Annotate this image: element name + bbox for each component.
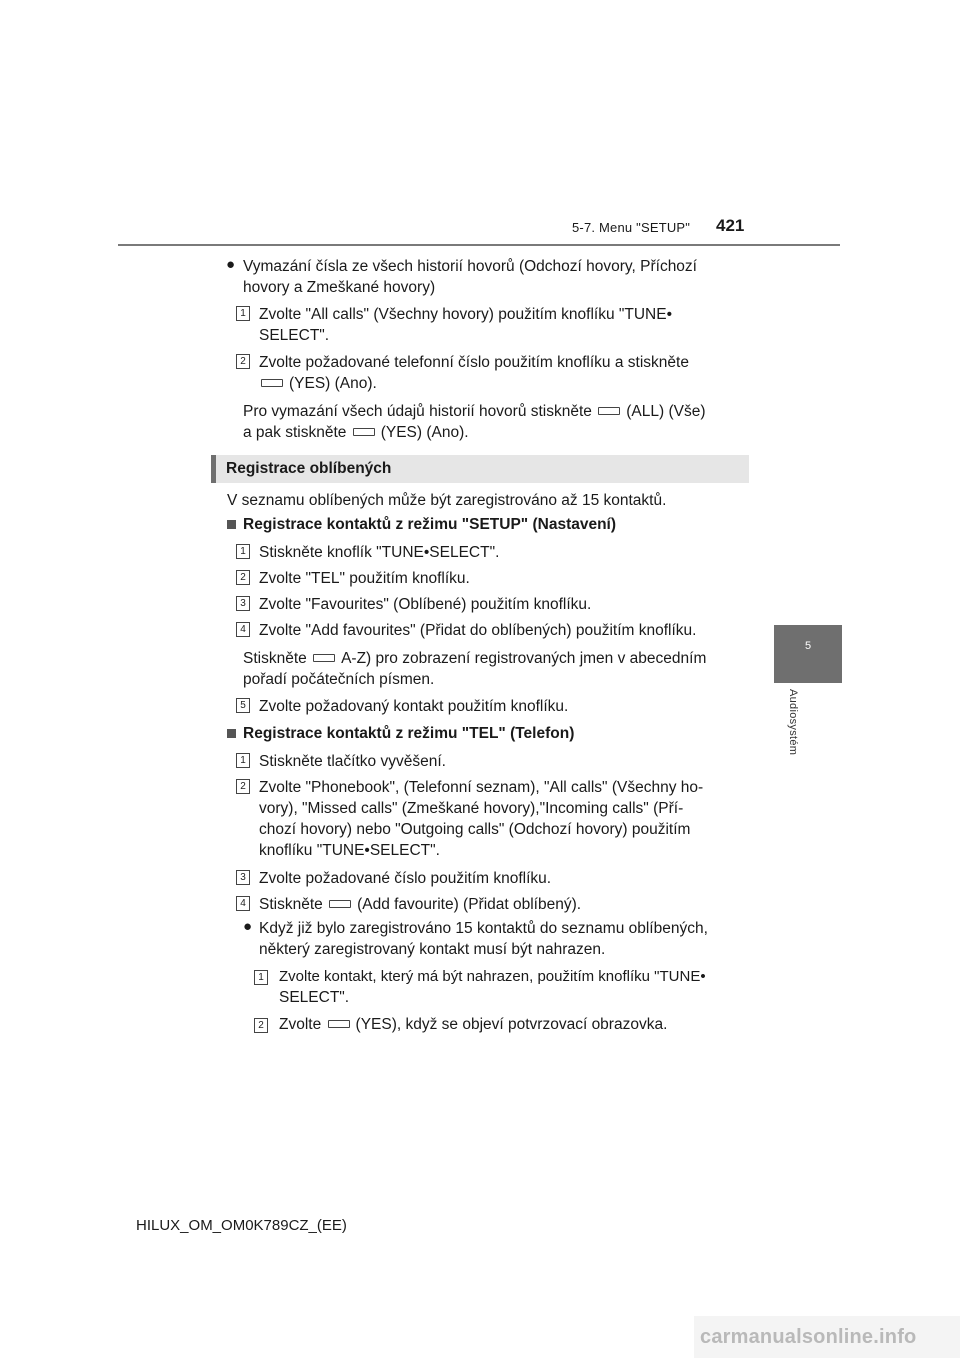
step-number: 2: [236, 779, 250, 794]
tel-step-2-line-4: knoflíku "TUNE•SELECT".: [259, 842, 440, 859]
setup-mode-heading: Registrace kontaktů z režimu "SETUP" (Nastavení): [243, 516, 617, 533]
page-number: 421: [716, 216, 745, 235]
square-bullet-icon: [227, 520, 236, 529]
setup-step-4: Zvolte "Add favourites" (Přidat do oblíbených) použitím knoflíku.: [259, 622, 697, 639]
setup-note-line-1: Stiskněte A-Z) pro zobrazení registrovaných jmen v abecedním: [243, 650, 707, 667]
chapter-tab: 5: [774, 625, 842, 683]
intro-note-line-2: a pak stiskněte (YES) (Ano).: [243, 424, 469, 441]
section-description: V seznamu oblíbených může být zaregistrováno až 15 kontaktů.: [227, 492, 667, 509]
tel-step-2-line-3: chozí hovory) nebo "Outgoing calls" (Odchozí hovory) použitím: [259, 821, 691, 838]
setup-step-3: Zvolte "Favourites" (Oblíbené) použitím knoflíku.: [259, 596, 592, 613]
step-number: 4: [236, 622, 250, 637]
tel-sub-bullet-line-1: Když již bylo zaregistrováno 15 kontaktů do seznamu oblíbených,: [259, 920, 708, 937]
watermark: carmanualsonline.info: [700, 1326, 917, 1348]
chapter-label: Audiosystém: [787, 689, 799, 756]
step-number: 1: [236, 306, 250, 321]
bullet-icon: ●: [243, 918, 253, 935]
intro-step-1-line-1: Zvolte "All calls" (Všechny hovory) použitím knoflíku "TUNE•: [259, 306, 673, 323]
tel-step-1: Stiskněte tlačítko vyvěšení.: [259, 753, 446, 770]
intro-step-2-line-2: (YES) (Ano).: [259, 373, 377, 394]
setup-note-line-2: pořadí počátečních písmen.: [243, 671, 435, 688]
step-number: 2: [236, 354, 250, 369]
header-divider: [118, 244, 840, 246]
button-icon: [261, 379, 283, 387]
tel-mode-heading: Registrace kontaktů z režimu "TEL" (Telefon): [243, 725, 575, 742]
step-number: 3: [236, 870, 250, 885]
step-number: 3: [236, 596, 250, 611]
intro-line-1: Vymazání čísla ze všech historií hovorů (Odchozí hovory, Příchozí: [243, 258, 697, 275]
bullet-icon: ●: [226, 256, 236, 273]
document-code: HILUX_OM_OM0K789CZ_(EE): [136, 1217, 347, 1234]
button-icon: [313, 654, 335, 662]
section-header: [211, 455, 749, 483]
step-number: 1: [236, 753, 250, 768]
button-icon: [329, 900, 351, 908]
step-number: 1: [254, 970, 268, 985]
tel-step-2-line-1: Zvolte "Phonebook", (Telefonní seznam), "All calls" (Všechny ho-: [259, 779, 704, 796]
step-number: 5: [236, 698, 250, 713]
section-header-title: Registrace oblíbených: [226, 460, 392, 477]
button-icon: [353, 428, 375, 436]
step-number: 1: [236, 544, 250, 559]
button-icon: [328, 1020, 350, 1028]
setup-step-2: Zvolte "TEL" použitím knoflíku.: [259, 570, 470, 587]
setup-step-5: Zvolte požadovaný kontakt použitím knoflíku.: [259, 698, 569, 715]
intro-line-2: hovory a Zmeškané hovory): [243, 279, 436, 296]
tel-sub-step-1-line-1: Zvolte kontakt, který má být nahrazen, použitím knoflíku "TUNE•: [279, 968, 706, 985]
step-number: 4: [236, 896, 250, 911]
section-title: 5-7. Menu "SETUP": [572, 220, 691, 235]
button-icon: [598, 407, 620, 415]
setup-step-1: Stiskněte knoflík "TUNE•SELECT".: [259, 544, 500, 561]
step-number: 2: [236, 570, 250, 585]
step-number: 2: [254, 1018, 268, 1033]
section-accent: [211, 455, 216, 483]
tel-sub-step-2: Zvolte (YES), když se objeví potvrzovací obrazovka.: [279, 1016, 668, 1033]
tel-sub-bullet-line-2: některý zaregistrovaný kontakt musí být nahrazen.: [259, 941, 606, 958]
intro-step-1-line-2: SELECT".: [259, 327, 330, 344]
intro-step-2-line-1: Zvolte požadované telefonní číslo použitím knoflíku a stiskněte: [259, 354, 689, 371]
square-bullet-icon: [227, 729, 236, 738]
tel-sub-step-1-line-2: SELECT".: [279, 989, 350, 1006]
tel-step-3: Zvolte požadované číslo použitím knoflíku.: [259, 870, 552, 887]
tel-step-4: Stiskněte (Add favourite) (Přidat oblíbený).: [259, 896, 582, 913]
tel-step-2-line-2: vory), "Missed calls" (Zmeškané hovory),"Incoming calls" (Pří-: [259, 800, 684, 817]
intro-note-line-1: Pro vymazání všech údajů historií hovorů stiskněte (ALL) (Vše): [243, 403, 706, 420]
